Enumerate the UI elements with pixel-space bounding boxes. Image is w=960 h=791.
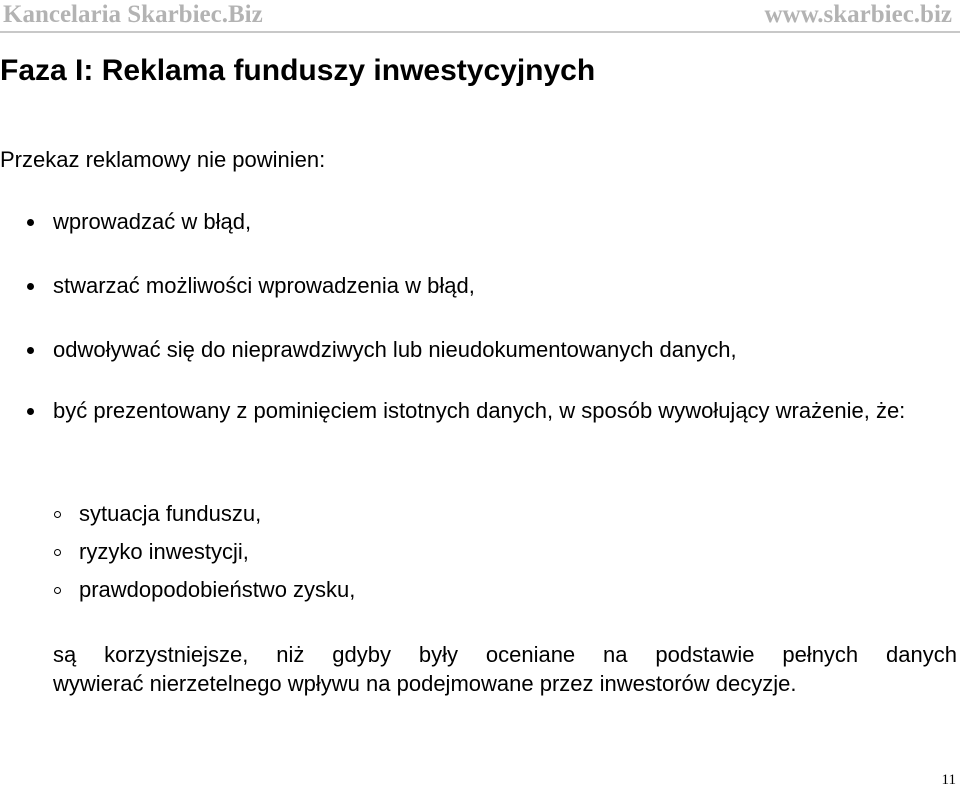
page-number: 11 (941, 772, 956, 788)
ring-bullet-icon (54, 511, 61, 518)
header-divider (0, 31, 960, 33)
bullet-dot-icon (27, 219, 34, 226)
intro-text: Przekaz reklamowy nie powinien: (0, 147, 326, 172)
sub-bullet-text: ryzyko inwestycji, (79, 539, 249, 564)
bullet-text: być prezentowany z pominięciem istotnych danych, w sposób wywołujący wrażenie, że: (53, 398, 906, 423)
conclusion-paragraph (53, 640, 957, 698)
ring-bullet-icon (54, 549, 61, 556)
brand-name: Kancelaria Skarbiec.Biz (3, 1, 263, 28)
bullet-text: odwoływać się do nieprawdziwych lub nieudokumentowanych danych, (53, 337, 737, 362)
bullet-text: wprowadzać w błąd, (53, 209, 252, 234)
sub-bullet-text: sytuacja funduszu, (79, 501, 262, 526)
bullet-text: stwarzać możliwości wprowadzenia w błąd, (53, 273, 475, 298)
ring-bullet-icon (54, 587, 61, 594)
conclusion-line-2: wywierać nierzetelnego wpływu na podejmowane przez inwestorów decyzje. (53, 671, 797, 696)
bullet-dot-icon (27, 408, 34, 415)
website-url: www.skarbiec.biz (764, 1, 952, 28)
conclusion-line-1: są korzystniejsze, niż gdyby były oceniane na podstawie pełnych danych (53, 642, 957, 667)
slide-title: Faza I: Reklama funduszy inwestycyjnych (0, 54, 596, 87)
slide-header (0, 0, 960, 32)
bullet-dot-icon (27, 347, 34, 354)
bullet-dot-icon (27, 283, 34, 290)
sub-bullet-text: prawdopodobieństwo zysku, (79, 577, 356, 602)
